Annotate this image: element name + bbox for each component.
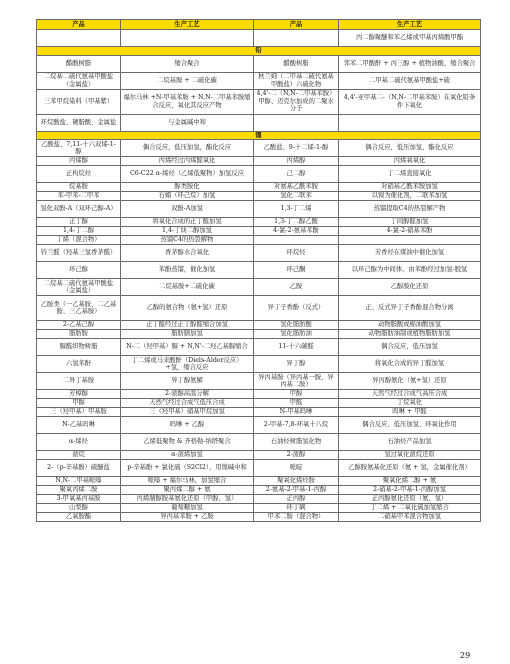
table-row <box>37 279 481 296</box>
cell-process-1: α-蒎烯加氢 <box>121 451 254 460</box>
table-row <box>37 201 481 218</box>
cell-product-1: 三苯甲烷染料（甲基紫） <box>37 89 121 114</box>
cell-product-1: 2-乙基己醇 <box>37 321 121 330</box>
cell-product-1: 脲醛织物树脂 <box>37 339 121 356</box>
table-row <box>37 296 481 321</box>
cell-process-2: 氢过氧化蒎烷还原 <box>339 451 481 460</box>
cell-product-1: 3-甲氧基丙基胺 <box>37 495 121 504</box>
cell-process-1: 丁二烯或马来酸酐（Diels-Alder反应）+氢，缩合反应 <box>121 356 254 373</box>
cell-process-2: 石油烃产品加氢 <box>339 434 481 451</box>
table-row <box>37 477 481 486</box>
cell-process-1: 1,4-丁炔二醇加氢 <box>121 227 254 236</box>
table-row <box>37 434 481 451</box>
cell-product-1: 聚氧丙烯二胺 <box>37 486 121 495</box>
cell-product-2: 氢化二联苯 <box>254 192 339 201</box>
cell-product-2: 2-甲基-7,8-环氧十八烷 <box>254 417 339 434</box>
table-row <box>37 330 481 339</box>
process-table <box>36 19 481 522</box>
table-row <box>37 192 481 201</box>
table-row <box>37 55 481 72</box>
cell-process-1: 双酚-A加氢 <box>121 201 254 218</box>
header-product-2: 产品 <box>254 20 339 30</box>
table-row <box>37 417 481 434</box>
header-process-2: 生产工艺 <box>339 20 481 30</box>
cell-process-2: 丁烷氧化 <box>339 399 481 408</box>
cell-process-2: 以环己醇为中间体，由苯酚经过加氢-脱氢 <box>339 262 481 279</box>
cell-process-2: 丁二烯直接氧化 <box>339 166 481 183</box>
cell-process-1: 正丁醛经过正丁醇醛缩合加氢 <box>121 321 254 330</box>
cell-product-2: 甲醛 <box>254 399 339 408</box>
cell-product-2: 4,4'-二（N,N-二甲基苯胺）甲醇、迈克尔加成的二聚水分子 <box>254 89 339 114</box>
table-row <box>37 183 481 192</box>
table-row <box>37 30 481 47</box>
cell-process-2: 乙醇胺氨基化还原（氨 + 氢，金属催化剂） <box>339 460 481 477</box>
table-row <box>37 157 481 166</box>
cell-process-1: 二烷基胺 + 二硫化碳 <box>121 72 254 89</box>
table-row <box>37 504 481 513</box>
cell-process-2: 异丙醇氨化（氨+氢）还原 <box>339 373 481 390</box>
cell-product-1: 乙氧胺酯 <box>37 513 121 522</box>
cell-process-2: 芳香烃在煤油中催化加氢 <box>339 245 481 262</box>
cell-product-2: 对氨基乙酰苯胺 <box>254 183 339 192</box>
table-row <box>37 218 481 227</box>
cell-process-2: 二硝基甲苯混合物加氢 <box>339 513 481 522</box>
cell-process-2 <box>339 114 481 131</box>
cell-process-1: N-二（羟甲基）脲 + N,N'-二羟乙基脲缩合 <box>121 339 254 356</box>
cell-product-1: 甲醇 <box>37 399 121 408</box>
process-table-body <box>37 20 481 522</box>
table-row <box>37 227 481 236</box>
cell-product-1 <box>37 30 121 47</box>
cell-product-1: α-烯烃 <box>37 434 121 451</box>
cell-process-1: 香茅醇水合氧化 <box>121 245 254 262</box>
cell-product-2: 异丁子香酚（反式） <box>254 296 339 321</box>
section-heading: 镍 <box>37 131 481 140</box>
cell-process-2: 聚氧化烯二醇 + 氨 <box>339 477 481 486</box>
cell-process-1 <box>121 30 254 47</box>
table-row <box>37 140 481 157</box>
cell-product-1: 氢化双酚-A（双环己醇-A） <box>37 201 121 218</box>
cell-product-1: 正丁醇 <box>37 218 121 227</box>
table-row <box>37 513 481 522</box>
cell-product-1: 脂肪胺 <box>37 330 121 339</box>
cell-process-1: 蒸馏C4的热裂解物 <box>121 236 254 245</box>
cell-process-2: 邻苯二甲酸酐 + 丙三醇 + 植物油酸，缩合聚合 <box>339 55 481 72</box>
cell-process-2: 乙醇胺化还原 <box>339 279 481 296</box>
cell-product-2: 己二醇 <box>254 166 339 183</box>
cell-product-1: 芳樟醇 <box>37 390 121 399</box>
cell-process-2: 偶合反应、低压加氢、环氧化作用 <box>339 417 481 434</box>
cell-product-2: 11-十六碳醛 <box>254 339 339 356</box>
cell-product-2: 正丙醇 <box>254 495 339 504</box>
cell-product-2 <box>254 114 339 131</box>
cell-process-2: 天然气经过合成气高压合成 <box>339 390 481 399</box>
cell-process-2: 蒸馏提取C4的热裂解产物 <box>339 201 481 218</box>
cell-process-1: 聚丙烯二醇 + 氨 <box>121 486 254 495</box>
cell-process-1: 葡萄糖加氢 <box>121 504 254 513</box>
section-heading: 铅 <box>37 47 481 56</box>
cell-process-1: 福尔马林 +N-甲基苯胺 + N,N-二甲基苯胺缩合反应，氧化其反应产物 <box>121 89 254 114</box>
cell-process-1: 三（羟甲基）硝基甲烷加氢 <box>121 408 254 417</box>
cell-process-2: 吗啉 + 甲醛 <box>339 408 481 417</box>
cell-process-1: 石蜡（环己烷）加氢 <box>121 192 254 201</box>
cell-process-1: 吗啉 + 乙醇 <box>121 417 254 434</box>
cell-product-1: 丁烯（混合物） <box>37 236 121 245</box>
cell-process-2: 丁间醇醛加氢 <box>339 218 481 227</box>
cell-process-2: 正、反式异丁子香酚混合物分离 <box>339 296 481 321</box>
cell-product-1: 烷基胺 <box>37 183 121 192</box>
table-row <box>37 339 481 356</box>
cell-process-2: 4-氯-2-硝基苯酚 <box>339 227 481 236</box>
table-row <box>37 373 481 390</box>
table-row <box>37 321 481 330</box>
cell-product-1: 正构烷烃 <box>37 166 121 183</box>
cell-product-2: 1,3-丁二烯 <box>254 201 339 218</box>
cell-product-2: 乙胺 <box>254 279 339 296</box>
cell-product-2: 秋兰姆（二甲基二硫代氨基甲酸盐）六硫化物 <box>254 72 339 89</box>
cell-product-1: 2-（p-辛基酚）硫醚盐 <box>37 460 121 477</box>
cell-product-2: 甲苯二胺（混合物） <box>254 513 339 522</box>
cell-product-2: 异丁醇 <box>254 356 339 373</box>
cell-process-2: 偶合反应，低压加氢 <box>339 339 481 356</box>
cell-process-1: 缩合聚合 <box>121 55 254 72</box>
cell-product-2: 异丙基胺（异丙基一胺、异丙基二胺） <box>254 373 339 390</box>
table-row <box>37 245 481 262</box>
cell-product-1: N-乙基吗啉 <box>37 417 121 434</box>
cell-process-2: 2-硝基-2-甲基-1-丙醇加氢 <box>339 486 481 495</box>
cell-process-1: C6-C22 α-烯烃（乙烯低聚物）加氢反应 <box>121 166 254 183</box>
table-row <box>37 390 481 399</box>
cell-product-2: 环丁砜 <box>254 504 339 513</box>
cell-process-2: 将氧化合成的异丁醛加氢 <box>339 356 481 373</box>
cell-product-1: 环己醇 <box>37 262 121 279</box>
cell-process-1: 与金属碱中和 <box>121 114 254 131</box>
cell-process-1: 天然气经过合成气低压合成 <box>121 399 254 408</box>
cell-product-2: 醋酸树脂 <box>254 55 339 72</box>
cell-process-1: p-辛基酚 + 氯化硫（S2Cl2），用镍碱中和 <box>121 460 254 477</box>
cell-process-2: 以镍为催化剂，二联苯加氢 <box>339 192 481 201</box>
table-row <box>37 451 481 460</box>
cell-process-1: 醇类胺化 <box>121 183 254 192</box>
cell-process-1: 脂肪腈加氢 <box>121 330 254 339</box>
cell-product-2: 环烷烃 <box>254 245 339 262</box>
cell-product-2: 氢化脂肪油 <box>254 330 339 339</box>
header-product-1: 产品 <box>37 20 121 30</box>
cell-product-1: 三（羟甲基）甲基胺 <box>37 408 121 417</box>
cell-process-1: 异丙基苯胺 + 乙胺 <box>121 513 254 522</box>
table-row <box>37 236 481 245</box>
section-row <box>37 47 481 56</box>
cell-product-1: 乙酸盐、7,11-十六双烯-1-醇 <box>37 140 121 157</box>
table-row <box>37 356 481 373</box>
cell-product-2: 哌啶 <box>254 460 339 477</box>
cell-product-2: N-甲基吗啉 <box>254 408 339 417</box>
cell-process-1: 2-蒎醇高温分解 <box>121 390 254 399</box>
table-row <box>37 166 481 183</box>
cell-product-2: 2-蒎醇 <box>254 451 339 460</box>
cell-process-2: 偶合反应，低压加氢，酯化反应 <box>339 140 481 157</box>
cell-process-1: 哌嗪 + 福尔马林，加氢缩合 <box>121 477 254 486</box>
cell-product-2: 氢化脂肪酸 <box>254 321 339 330</box>
cell-process-2: 二甲基二硫代氨基甲酸盐+硫 <box>339 72 481 89</box>
cell-process-2: 对硝基乙酰苯胺加氢 <box>339 183 481 192</box>
table-row <box>37 486 481 495</box>
cell-product-1: 环烷酸盐、硬脂酸、金属盐 <box>37 114 121 131</box>
cell-process-2 <box>339 236 481 245</box>
cell-product-2: 环己酮 <box>254 262 339 279</box>
cell-process-1: 二烷基胺+二硫化碳 <box>121 279 254 296</box>
cell-process-1: 偶合反应，低压加氢，酯化反应 <box>121 140 254 157</box>
cell-product-2: 丙烯醇 <box>254 157 339 166</box>
cell-product-2: 石油烃树脂氢化物 <box>254 434 339 451</box>
table-row <box>37 262 481 279</box>
header-process-1: 生产工艺 <box>121 20 254 30</box>
cell-product-1: 二烷基二硫代氨基甲酸盐（金属盐） <box>37 72 121 89</box>
cell-product-2: 聚氧化烯烃胺 <box>254 477 339 486</box>
cell-product-1: 苯-甲苯-二甲苯 <box>37 192 121 201</box>
table-row <box>37 114 481 131</box>
cell-product-1: 二烷基二硫代氨基甲酸盐（金属盐） <box>37 279 121 296</box>
cell-product-1: 钤兰醛（羟基三氢香茅醛） <box>37 245 121 262</box>
cell-product-2: 4-氯-2-氨基苯酚 <box>254 227 339 236</box>
cell-process-2: 丙烯氧氧化 <box>339 157 481 166</box>
table-row <box>37 72 481 89</box>
cell-process-1: 丙烯腈醇胺基氨化还原（甲醇、氢） <box>121 495 254 504</box>
cell-process-1: 乙烯低聚物 & 齐格勒-纳塔聚合 <box>121 434 254 451</box>
table-header-row <box>37 20 481 30</box>
cell-process-2: 动物脂肪油制或植物脂肪加氢 <box>339 330 481 339</box>
table-row <box>37 89 481 114</box>
cell-product-2: 乙酸盐、9-十二烯-1-醇 <box>254 140 339 157</box>
table-row <box>37 460 481 477</box>
page-number: 29 <box>460 651 471 660</box>
cell-product-2: 2-氨基-2-甲基-1-丙醇 <box>254 486 339 495</box>
cell-process-2: 4,4'-亚甲基二-（N,N-二甲基苯胺）在氧化铅条件下氧化 <box>339 89 481 114</box>
cell-process-1: 将氧化合成的正丁醛加氢 <box>121 218 254 227</box>
cell-product-2: 1,3-丁二醇乙酸 <box>254 218 339 227</box>
cell-product-1: 蒎烷 <box>37 451 121 460</box>
cell-process-1: 异丁醇氨解 <box>121 373 254 390</box>
cell-product-1: 山梨醇 <box>37 504 121 513</box>
cell-product-2: 甲醇 <box>254 390 339 399</box>
cell-process-2: 丙二醇聚醚和苯乙烯或甲基丙烯酸甲酯 <box>339 30 481 47</box>
table-row <box>37 399 481 408</box>
cell-process-2: 正丙醇氨化还原（氨、氢） <box>339 495 481 504</box>
cell-product-2 <box>254 30 339 47</box>
cell-product-2 <box>254 236 339 245</box>
section-row <box>37 131 481 140</box>
cell-product-1: 二异丁基胺 <box>37 373 121 390</box>
cell-process-1: 丙烯经过丙烯醛氧化 <box>121 157 254 166</box>
cell-process-2: 丁二烯 + 二氧化硫加氢缩合 <box>339 504 481 513</box>
cell-process-1: 乙醇的氨合物（氨+氢）还原 <box>121 296 254 321</box>
cell-product-1: 丙烯醇 <box>37 157 121 166</box>
cell-process-1: 苯酚蒸馏，催化加氢 <box>121 262 254 279</box>
cell-product-1: 乙胺类（一乙基胺、二乙基胺、三乙基胺） <box>37 296 121 321</box>
table-row <box>37 495 481 504</box>
cell-process-2: 动物脂酸或棉油酸加氢 <box>339 321 481 330</box>
cell-product-1: N,N-二甲基哌嗪 <box>37 477 121 486</box>
cell-product-1: 醋酸树脂 <box>37 55 121 72</box>
table-row <box>37 408 481 417</box>
cell-product-1: 六氢苯酐 <box>37 356 121 373</box>
cell-product-1: 1,4-丁二醇 <box>37 227 121 236</box>
